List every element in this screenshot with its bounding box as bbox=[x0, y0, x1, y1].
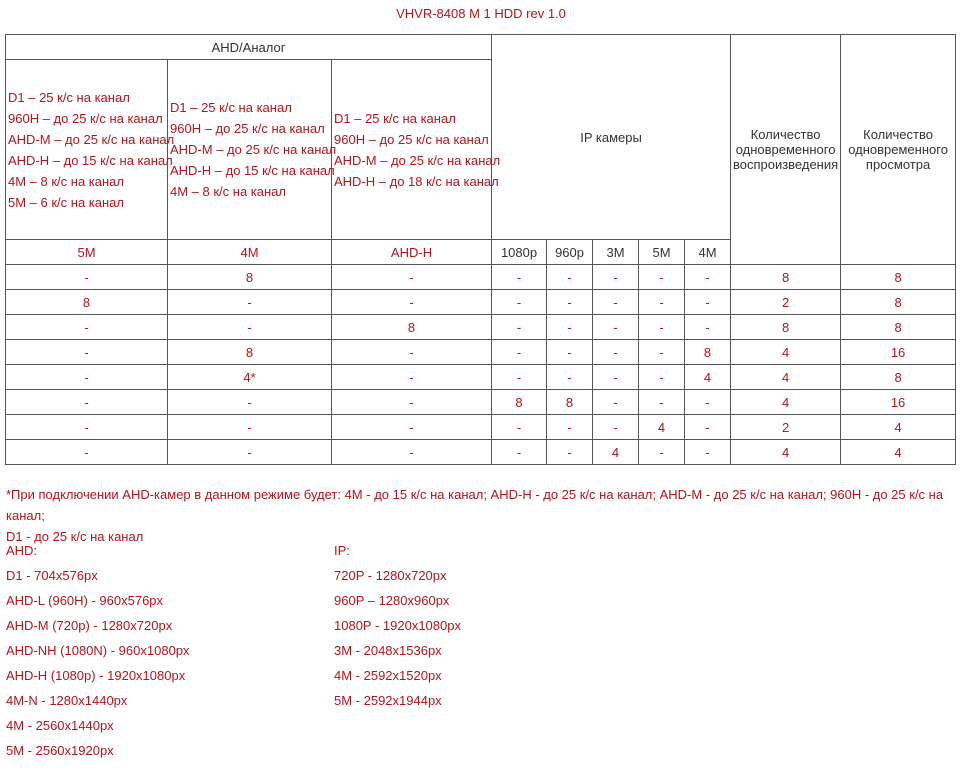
table-cell: - bbox=[332, 265, 492, 290]
table-body bbox=[6, 265, 956, 465]
table-cell: - bbox=[685, 415, 731, 440]
ahd-analog-header: AHD/Аналог bbox=[6, 35, 492, 60]
sub-header-4m: 4M bbox=[168, 240, 332, 265]
table-cell: - bbox=[6, 440, 168, 465]
table-cell: - bbox=[168, 315, 332, 340]
list-item: 720P - 1280x720px bbox=[334, 568, 447, 583]
sub-header-ahd-h: AHD-H bbox=[332, 240, 492, 265]
table-cell: - bbox=[332, 290, 492, 315]
table-cell: - bbox=[593, 315, 639, 340]
table-cell: 4 bbox=[685, 365, 731, 390]
table-cell: 16 bbox=[841, 390, 956, 415]
table-cell: - bbox=[332, 440, 492, 465]
table-cell: 4 bbox=[731, 365, 841, 390]
table-cell: - bbox=[492, 340, 547, 365]
table-cell: 4* bbox=[168, 365, 332, 390]
table-row bbox=[6, 265, 956, 290]
table-row bbox=[6, 290, 956, 315]
ip-cameras-header: IP камеры bbox=[492, 35, 731, 240]
table-cell: - bbox=[593, 415, 639, 440]
playback-count-header: Количество одновременного воспроизведения bbox=[731, 35, 841, 265]
table-cell: 8 bbox=[685, 340, 731, 365]
list-item: 3M - 2048x1536px bbox=[334, 643, 442, 658]
ip-list-heading: IP: bbox=[334, 543, 350, 558]
table-cell: 4 bbox=[731, 440, 841, 465]
table-cell: - bbox=[168, 415, 332, 440]
table-cell: - bbox=[685, 290, 731, 315]
table-cell: - bbox=[6, 365, 168, 390]
view-count-header: Количество одновременного просмотра bbox=[841, 35, 956, 265]
table-cell: 4 bbox=[731, 390, 841, 415]
table-cell: - bbox=[547, 315, 593, 340]
table-cell: 4 bbox=[841, 415, 956, 440]
table-cell: - bbox=[639, 440, 685, 465]
list-item: AHD-H (1080p) - 1920x1080px bbox=[6, 668, 186, 683]
table-cell: 8 bbox=[547, 390, 593, 415]
table-cell: - bbox=[547, 265, 593, 290]
table-cell: 16 bbox=[841, 340, 956, 365]
table-cell: 8 bbox=[168, 340, 332, 365]
table-cell: - bbox=[168, 390, 332, 415]
table-cell: - bbox=[639, 390, 685, 415]
footnote: *При подключении AHD-камер в данном режиме будет: 4M - до 15 к/с на канал; AHD-H - до 25 к/с на канал; AHD-M - до 25 к/с на канал; 960H - до 25 к/с на канал; D1 - до 25 к/с на канал bbox=[6, 487, 944, 544]
table-cell: - bbox=[685, 390, 731, 415]
table-cell: 8 bbox=[6, 290, 168, 315]
ahd-resolution-list bbox=[6, 538, 190, 763]
mode-group-ahd-h: D1 – 25 к/с на канал 960H – до 25 к/с на канал AHD-M – до 25 к/с на канал AHD-H – до 18 к/с на канал bbox=[332, 60, 492, 240]
table-cell: 8 bbox=[731, 315, 841, 340]
table-cell: - bbox=[685, 440, 731, 465]
list-item: AHD-L (960H) - 960x576px bbox=[6, 593, 164, 608]
table-cell: 8 bbox=[731, 265, 841, 290]
ip-resolution-list bbox=[334, 538, 461, 713]
page-title: VHVR-8408 M 1 HDD rev 1.0 bbox=[396, 6, 566, 21]
table-cell: - bbox=[6, 340, 168, 365]
table-cell: - bbox=[492, 365, 547, 390]
table-cell: - bbox=[547, 365, 593, 390]
table-cell: - bbox=[593, 340, 639, 365]
list-item: 4M - 2592x1520px bbox=[334, 668, 442, 683]
table-cell: - bbox=[492, 415, 547, 440]
table-cell: - bbox=[6, 315, 168, 340]
table-row bbox=[6, 415, 956, 440]
table-cell: - bbox=[593, 290, 639, 315]
table-cell: 8 bbox=[168, 265, 332, 290]
table-cell: - bbox=[492, 290, 547, 315]
table-cell: - bbox=[593, 390, 639, 415]
table-cell: - bbox=[168, 440, 332, 465]
table-cell: - bbox=[639, 290, 685, 315]
sub-header-5m: 5M bbox=[6, 240, 168, 265]
table-cell: 2 bbox=[731, 415, 841, 440]
table-cell: - bbox=[685, 315, 731, 340]
ahd-list-heading: AHD: bbox=[6, 543, 38, 558]
table-cell: - bbox=[547, 340, 593, 365]
table-cell: 8 bbox=[841, 265, 956, 290]
list-item: 4M - 2560x1440px bbox=[6, 718, 114, 733]
list-item: 4M-N - 1280x1440px bbox=[6, 693, 128, 708]
table-cell: 8 bbox=[492, 390, 547, 415]
table-cell: - bbox=[547, 415, 593, 440]
table-row bbox=[6, 440, 956, 465]
table-cell: - bbox=[639, 340, 685, 365]
list-item: 960P – 1280x960px bbox=[334, 593, 450, 608]
table-cell: - bbox=[685, 265, 731, 290]
list-item: 5M - 2560x1920px bbox=[6, 743, 114, 758]
table-row bbox=[6, 365, 956, 390]
table-row bbox=[6, 340, 956, 365]
sub-header-3m: 3M bbox=[593, 240, 639, 265]
table-cell: - bbox=[593, 265, 639, 290]
table-cell: - bbox=[332, 340, 492, 365]
list-item: 5M - 2592x1944px bbox=[334, 693, 442, 708]
table-cell: 4 bbox=[731, 340, 841, 365]
table-cell: - bbox=[6, 265, 168, 290]
table-cell: 2 bbox=[731, 290, 841, 315]
table-cell: - bbox=[639, 365, 685, 390]
table-cell: - bbox=[332, 390, 492, 415]
table-cell: 4 bbox=[593, 440, 639, 465]
sub-header-ip-5m: 5M bbox=[639, 240, 685, 265]
table-cell: - bbox=[593, 365, 639, 390]
table-cell: - bbox=[332, 415, 492, 440]
table-cell: - bbox=[547, 440, 593, 465]
table-cell: 8 bbox=[332, 315, 492, 340]
table-cell: 8 bbox=[841, 315, 956, 340]
list-item: AHD-M (720p) - 1280x720px bbox=[6, 618, 173, 633]
list-item: AHD-NH (1080N) - 960x1080px bbox=[6, 643, 190, 658]
table-cell: 4 bbox=[841, 440, 956, 465]
sub-header-960p: 960p bbox=[547, 240, 593, 265]
table-cell: - bbox=[547, 290, 593, 315]
table-cell: - bbox=[6, 390, 168, 415]
table-cell: 8 bbox=[841, 290, 956, 315]
sub-header-ip-4m: 4M bbox=[685, 240, 731, 265]
mode-group-4m: D1 – 25 к/с на канал 960H – до 25 к/с на канал AHD-M – до 25 к/с на канал AHD-H – до 15 к/с на канал 4M – 8 к/с на канал bbox=[168, 60, 332, 240]
table-cell: - bbox=[639, 265, 685, 290]
mode-group-5m: D1 – 25 к/с на канал 960H – до 25 к/с на канал AHD-M – до 25 к/с на канал AHD-H – до 15 к/с на канал 4M – 8 к/с на канал 5M – 6 к/с на канал bbox=[6, 60, 168, 240]
table-cell: - bbox=[492, 265, 547, 290]
table-cell: - bbox=[492, 315, 547, 340]
table-row bbox=[6, 315, 956, 340]
table-cell: - bbox=[639, 315, 685, 340]
table-cell: - bbox=[332, 365, 492, 390]
table-row bbox=[6, 390, 956, 415]
list-item: D1 - 704x576px bbox=[6, 568, 98, 583]
capabilities-table bbox=[5, 34, 956, 465]
table-cell: - bbox=[6, 415, 168, 440]
table-cell: 4 bbox=[639, 415, 685, 440]
sub-header-1080p: 1080p bbox=[492, 240, 547, 265]
table-cell: - bbox=[168, 290, 332, 315]
table-cell: 8 bbox=[841, 365, 956, 390]
table-cell: - bbox=[492, 440, 547, 465]
list-item: 1080P - 1920x1080px bbox=[334, 618, 461, 633]
